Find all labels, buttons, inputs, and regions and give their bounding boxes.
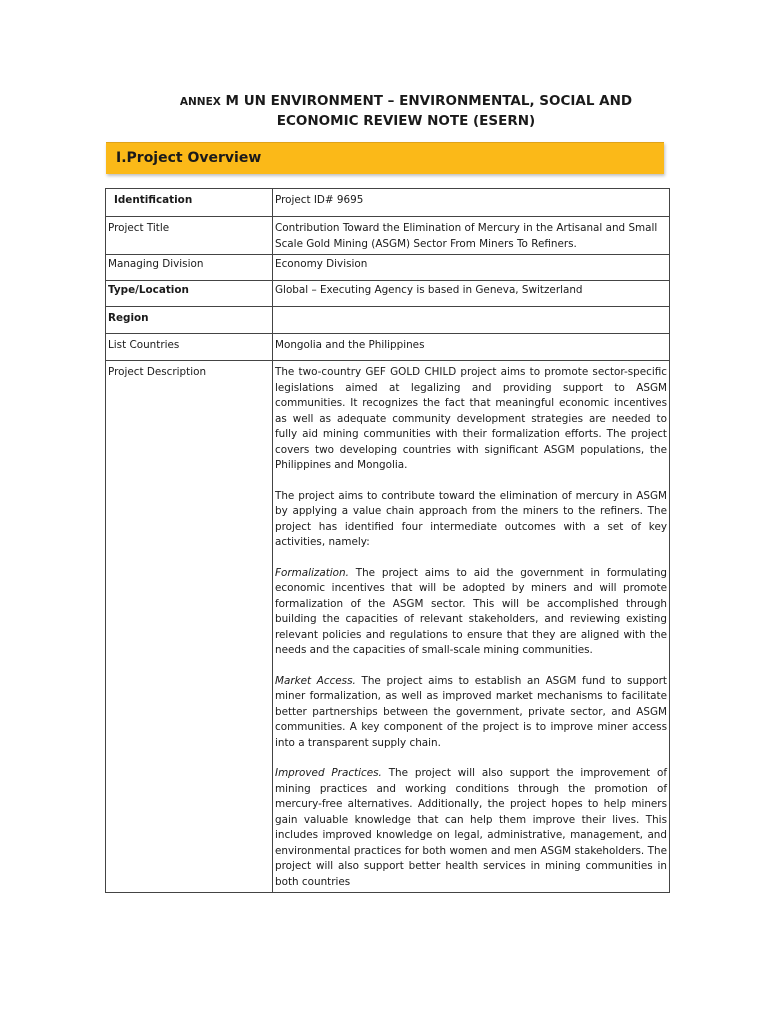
market-access-text: The project aims to establish an ASGM fund to support miner formalization, as well as improved market mechanisms to facilitate better partnerships between the government, private sector, and ASGM communities. A key component of the project is to improve miner access into a transparent supply chain. [275, 674, 667, 749]
title-line-1-rest: M UN ENVIRONMENT – ENVIRONMENTAL, SOCIAL AND [220, 93, 633, 109]
section-header [106, 142, 664, 174]
managing-division-value: Economy Division [273, 255, 670, 281]
project-overview-table [105, 188, 670, 893]
title-line-2: ECONOMIC REVIEW NOTE (ESERN) [276, 113, 536, 129]
table-row [106, 255, 670, 281]
region-value [273, 307, 670, 334]
improved-practices-text: The project will also support the improvement of mining practices and working conditions through the promotion of mercury-free alternatives. Additionally, the project hopes to help miners gain valuable knowledge that can help them improve their lives. This includes improved knowledge on legal, administrative, management, and environmental practices for both women and men ASGM stakeholders. The project will also support better health services in mining communities in both countries [275, 767, 667, 888]
improved-practices-heading: Improved Practices. [275, 767, 382, 779]
table-row [106, 334, 670, 361]
description-paragraph-1: The two-country GEF GOLD CHILD project aims to promote sector-specific legislations aimed at legalizing and providing support to ASGM communities. It recognizes the fact that meaningful economic incentives as well as adequate community development strategies are needed to fully aid mining communities with their formalization efforts. The project covers two developing countries with significant ASGM populations, the Philippines and Mongolia. [275, 366, 667, 471]
title-line-1 [100, 92, 712, 112]
type-location-label: Type/Location [106, 281, 273, 307]
description-paragraph-2: The project aims to contribute toward the elimination of mercury in ASGM by applying a value chain approach from the miners to the refiners. The project has identified four intermediate outcomes with a set of key activities, namely: [275, 489, 667, 548]
project-id: Project ID# 9695 [273, 189, 670, 217]
type-location-value: Global – Executing Agency is based in Geneva, Switzerland [273, 281, 670, 307]
project-title-label: Project Title [106, 217, 273, 255]
list-countries-label: List Countries [106, 334, 273, 361]
project-description-value [273, 361, 670, 893]
region-label: Region [106, 307, 273, 334]
project-title-value: Contribution Toward the Elimination of Mercury in the Artisanal and Small Scale Gold Mining (ASGM) Sector From Miners To Refiners. [273, 217, 670, 255]
document-title [100, 92, 712, 131]
description-paragraph-4 [275, 674, 667, 752]
section-title: I.Project Overview [116, 150, 262, 166]
description-paragraph-5 [275, 766, 667, 890]
table-row [106, 217, 670, 255]
annex-word: ANNEX [179, 96, 221, 108]
table-row [106, 281, 670, 307]
table-row [106, 361, 670, 893]
managing-division-label: Managing Division [106, 255, 273, 281]
table-row [106, 307, 670, 334]
identification-label: Identification [106, 189, 273, 217]
formalization-text: The project aims to aid the government in formulating economic incentives that will be adopted by miners and will promote formalization of the ASGM sector. This will be accomplished through building the capacities of relevant stakeholders, and reviewing existing relevant policies and regulations to ensure that they are aligned with the needs and the capacities of small-scale mining communities. [275, 566, 667, 656]
formalization-heading: Formalization. [275, 566, 349, 579]
table-row [106, 189, 670, 217]
project-description-label: Project Description [106, 361, 273, 893]
market-access-heading: Market Access. [275, 674, 356, 687]
description-paragraph-3 [275, 566, 667, 659]
list-countries-value: Mongolia and the Philippines [273, 334, 670, 361]
